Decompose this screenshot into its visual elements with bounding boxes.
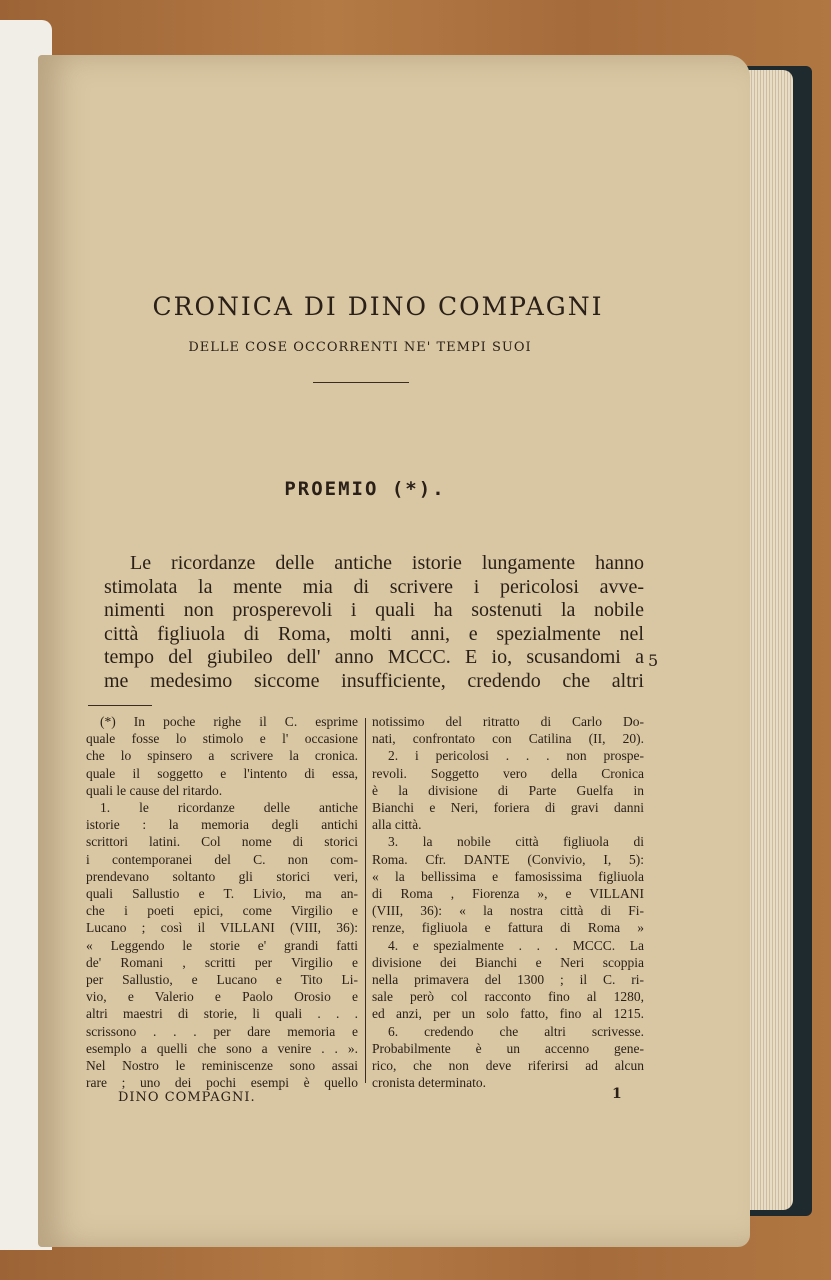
footnote-line: scrittori latini. Col nome di storici	[86, 834, 358, 850]
footnote-line: 1. le ricordanze delle antiche	[100, 800, 358, 815]
footnote-line: che lo spinsero a scrivere la cronica.	[86, 748, 358, 764]
footnote-line: 6. credendo che altri scrivesse.	[388, 1023, 644, 1039]
page-title: CRONICA DI DINO COMPAGNI	[152, 292, 604, 321]
subtitle: DELLE COSE OCCORRENTI NE' TEMPI SUOI	[188, 340, 532, 355]
line-number: 5	[648, 651, 659, 670]
footnote-line: « la bellissima e famosissima figliuola	[372, 868, 644, 884]
footnote-line: Bianchi e Neri, foriera di gravi danni	[372, 800, 644, 815]
footnote-line: Probabilmente è un accenno gene-	[372, 1040, 644, 1056]
footnote-line: rare ; uno dei pochi esempi è quello	[86, 1075, 358, 1091]
footnote-line: vio, e Valerio e Paolo Orosio e	[86, 989, 358, 1005]
footnote-line: è la divisione di Parte Guelfa in	[372, 782, 644, 798]
footnote-rule	[88, 705, 152, 706]
footnote-line: notissimo del ritratto di Carlo Do-	[372, 714, 644, 729]
footnote-line: altri maestri di storie, li quali . . .	[86, 1006, 358, 1022]
footnote-line: per Sallustio, e Lucano e Tito Li-	[86, 972, 358, 987]
footnote-line: nati, confrontato con Catilina (II, 20).	[372, 731, 644, 747]
footnote-line: che i poeti epici, come Virgilio e	[86, 903, 358, 919]
footnote-line: alla città.	[372, 817, 422, 833]
footnote-line: esemplo a quelli che sono a venire . . ».	[86, 1040, 358, 1056]
body-line: me medesimo siccome insufficiente, credendo che altri	[104, 670, 644, 692]
body-line: tempo del giubileo dell' anno MCCC. E io, scusandomi a	[104, 646, 644, 669]
footnote-line: quale fosse lo stimolo e l' occasione	[86, 731, 358, 747]
footnote-line: 4. e spezialmente . . . MCCC. La	[388, 937, 644, 953]
footnote-line: i contemporanei del C. non com-	[86, 851, 358, 867]
section-heading: PROEMIO (*).	[284, 478, 446, 500]
footnote-line: divisione dei Bianchi e Neri scoppia	[372, 954, 644, 970]
body-line: Le ricordanze delle antiche istorie lungamente hanno	[130, 552, 644, 574]
footnote-line: ed anzi, per un solo fatto, fino al 1215.	[372, 1006, 644, 1022]
footnote-line: quali le cause del ritardo.	[86, 782, 223, 798]
footnote-line: Nel Nostro le reminiscenze sono assai	[86, 1058, 358, 1073]
footnote-line: Lucano ; così il VILLANI (VIII, 36):	[86, 920, 358, 936]
title-rule	[313, 382, 409, 383]
footnote-line: (*) In poche righe il C. esprime	[100, 714, 358, 729]
body-line: nimenti non prosperevoli i quali ha sostenuti la nobile	[104, 599, 644, 622]
footnote-line: istorie : la memoria degli antichi	[86, 817, 358, 833]
footnote-line: (VIII, 36): « la nostra città di Fi-	[372, 903, 644, 919]
footnote-line: « Leggendo le storie e' grandi fatti	[86, 937, 358, 953]
footnote-line: de' Romani , scritti per Virgilio e	[86, 954, 358, 970]
footnote-line: scrissono . . . per dare memoria e	[86, 1023, 358, 1039]
footnote-line: cronista determinato.	[372, 1075, 486, 1091]
body-line: stimolata la mente mia di scrivere i pericolosi avve-	[104, 575, 644, 598]
footnote-line: 2. i pericolosi . . . non prospe-	[388, 748, 644, 764]
footnote-line: nella primavera del 1300 ; il C. ri-	[372, 972, 644, 987]
column-divider	[365, 718, 366, 1083]
body-line: città figliuola di Roma, molti anni, e spezialmente nel	[104, 622, 644, 645]
footnote-line: prendevano soltanto gli storici veri,	[86, 868, 358, 884]
footnote-line: Roma. Cfr. DANTE (Convivio, I, 5):	[372, 851, 644, 867]
footnote-line: revoli. Soggetto vero della Cronica	[372, 765, 644, 781]
footnote-line: renze, figliuola e fattura di Roma »	[372, 920, 644, 936]
footnote-line: quale il soggetto e l'intento di essa,	[86, 765, 358, 781]
running-footer: DINO COMPAGNI.	[118, 1090, 256, 1105]
footnote-line: quali Sallustio e T. Livio, ma an-	[86, 886, 358, 901]
footnote-line: 3. la nobile città figliuola di	[388, 834, 644, 850]
footnote-line: sale però col racconto fino al 1280,	[372, 989, 644, 1005]
footnote-line: rico, che non deve riferirsi ad alcun	[372, 1058, 644, 1073]
footnote-line: di Roma , Fiorenza », e VILLANI	[372, 886, 644, 901]
page-number: 1	[612, 1086, 622, 1102]
